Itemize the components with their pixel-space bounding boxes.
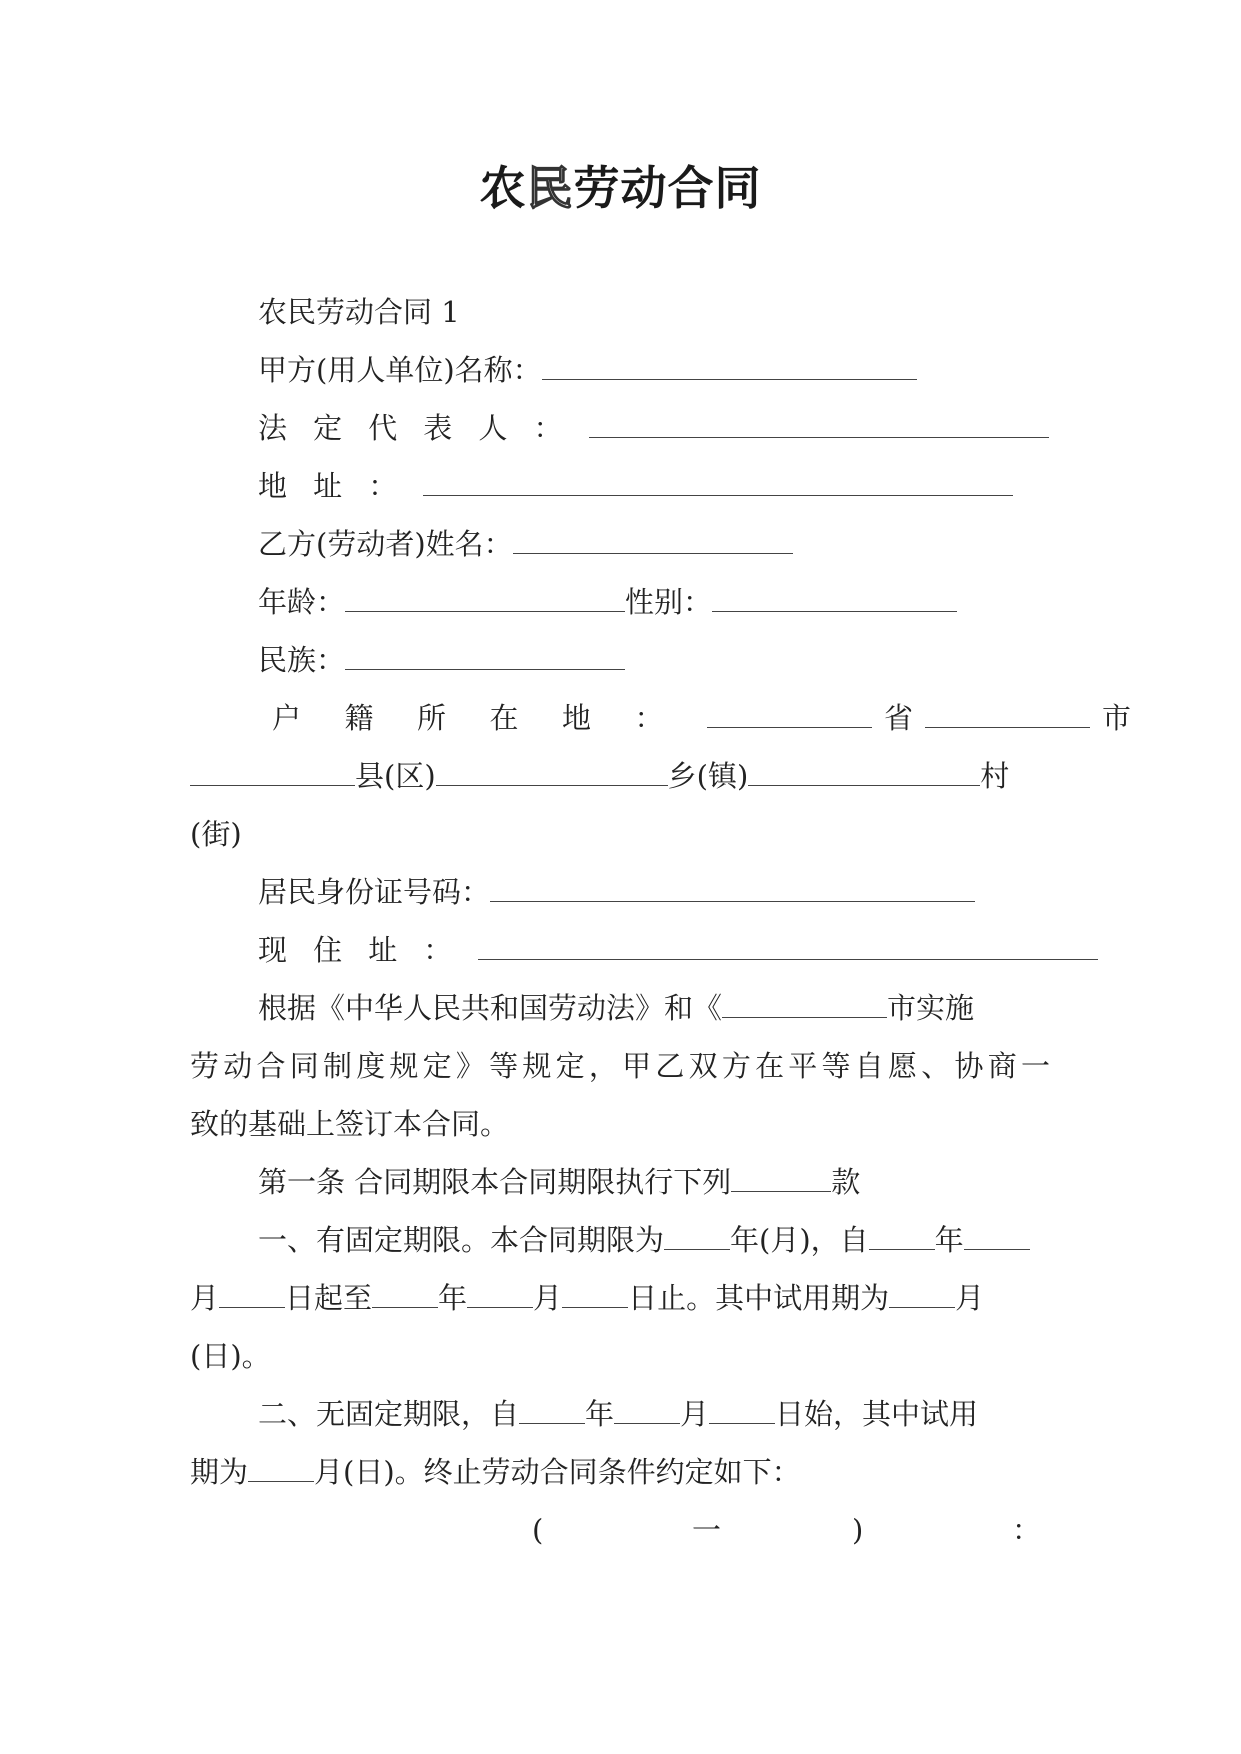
age-blank[interactable] [345,585,625,612]
open-term-row-1 [258,1394,978,1434]
open-start-year-blank[interactable] [519,1397,585,1424]
fixed2-text-b: 日起至 [285,1281,373,1315]
fixed-probation-blank[interactable] [889,1281,955,1308]
enum-number: 一 [692,1513,722,1547]
fixed-start-year-blank[interactable] [869,1223,935,1250]
title-hollow-char: 民 [526,161,574,215]
fixed-end-day-blank[interactable] [562,1281,628,1308]
fixed2-text-f: 月 [955,1281,985,1315]
province-blank[interactable] [707,701,872,728]
age-label: 年龄： [258,585,346,619]
fixed2-text-d: 月 [533,1281,563,1315]
id-row [258,872,975,912]
fixed-start-month-blank[interactable] [964,1223,1030,1250]
basis-line-1 [258,988,974,1028]
age-gender-row [258,582,957,622]
current-address-blank[interactable] [478,933,1098,960]
fixed-start-day-blank[interactable] [219,1281,285,1308]
enum-close-paren: ) [852,1513,864,1547]
title-part-1: 农 [479,161,527,215]
fixed-term-text-b: 年(月)，自 [730,1223,869,1257]
village-label: 村 [980,759,1010,793]
open-term-text-d: 日始，其中试用 [775,1397,979,1431]
township-label: 乡(镇) [667,759,749,793]
open2-text-b: 月(日)。终止劳动合同条件约定如下： [314,1455,801,1489]
party-b-name-label: 乙方(劳动者)姓名： [258,527,513,561]
party-b-name-row [258,524,793,564]
gender-blank[interactable] [712,585,957,612]
city-blank[interactable] [925,701,1090,728]
address-row [258,466,1013,506]
ethnicity-row [258,640,625,680]
gender-label: 性别： [625,585,713,619]
open-start-day-blank[interactable] [709,1397,775,1424]
hukou-label: 户籍所在地： [272,701,708,735]
ethnicity-blank[interactable] [345,643,625,670]
basis-line-2: 劳动合同制度规定》等规定，甲乙双方在平等自愿、协商一 [190,1049,1050,1083]
id-blank[interactable] [490,875,975,902]
contract-subtitle: 农民劳动合同 1 [258,295,460,329]
title-part-2: 劳动合同 [573,161,762,215]
city-label: 市 [1102,701,1132,735]
basis-text-a: 根据《中华人民共和国劳动法》和《 [258,991,723,1025]
open-term-text-c: 月 [680,1397,710,1431]
legal-rep-blank[interactable] [589,411,1049,438]
province-label: 省 [884,701,914,735]
article-1-blank[interactable] [731,1165,831,1192]
fixed-term-row-2 [190,1278,984,1318]
hukou-row [272,698,1131,738]
open-probation-blank[interactable] [248,1455,314,1482]
address-label: 地址： [258,469,424,503]
open-term-text-b: 年 [585,1397,615,1431]
basis-text-b: 市实施 [887,991,975,1025]
enum-open-paren: ( [532,1513,544,1547]
open-term-row-2 [190,1452,801,1492]
open-start-month-blank[interactable] [614,1397,680,1424]
fixed-term-row-1 [258,1220,1030,1260]
article-1-row [258,1162,860,1202]
township-blank[interactable] [436,759,668,786]
fixed-end-year-blank[interactable] [372,1281,438,1308]
fixed2-text-c: 年 [438,1281,468,1315]
legal-rep-label: 法定代表人： [258,411,589,445]
legal-rep-row [258,408,1049,448]
ethnicity-label: 民族： [258,643,346,677]
enum-colon: ： [1012,1513,1042,1547]
current-address-label: 现住址： [258,933,479,967]
current-address-row [258,930,1098,970]
article-1-text: 第一条 合同期限本合同期限执行下列 [258,1165,732,1199]
article-1-suffix: 款 [831,1165,861,1199]
fixed-term-text-a: 一、有固定期限。本合同期限为 [258,1223,665,1257]
fixed-term-length-blank[interactable] [664,1223,730,1250]
party-a-name-row [258,350,917,390]
village-blank[interactable] [748,759,980,786]
fixed-end-month-blank[interactable] [467,1281,533,1308]
party-b-name-blank[interactable] [513,527,793,554]
fixed2-text-e: 日止。其中试用期为 [628,1281,890,1315]
fixed-term-text-c: 年 [934,1223,964,1257]
street-label: (街) [190,817,242,851]
fixed-term-row-3: (日)。 [190,1339,271,1373]
county-label: 县(区) [355,759,436,793]
document-title [0,152,1241,218]
fixed2-text-a: 月 [190,1281,220,1315]
id-label: 居民身份证号码： [258,875,491,909]
basis-line-3: 致的基础上签订本合同。 [190,1107,510,1141]
party-a-name-blank[interactable] [542,353,917,380]
address-blank[interactable] [423,469,1013,496]
city-rule-blank[interactable] [722,991,887,1018]
county-blank[interactable] [190,759,355,786]
open2-text-a: 期为 [190,1455,249,1489]
hukou-detail-row [190,756,1009,796]
open-term-text-a: 二、无固定期限，自 [258,1397,520,1431]
party-a-name-label: 甲方(用人单位)名称： [258,353,542,387]
